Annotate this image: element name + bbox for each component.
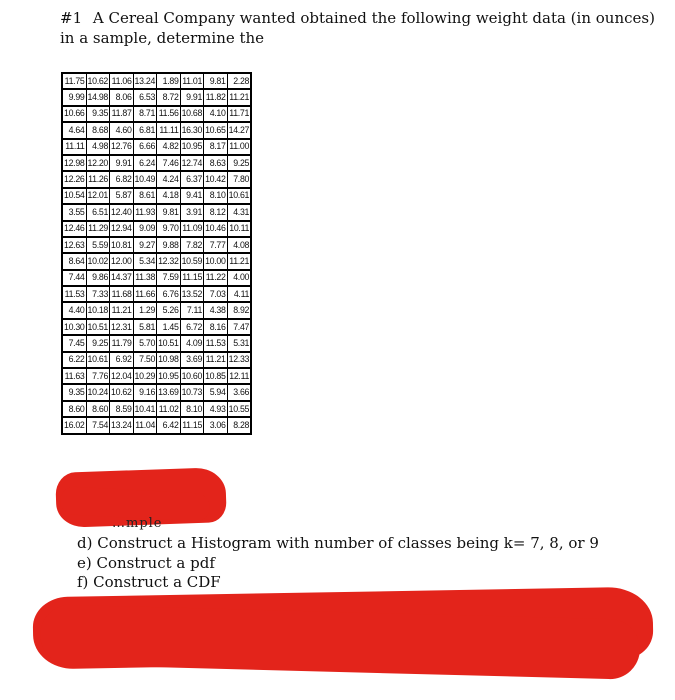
table-row (62, 270, 251, 286)
table-cell: 9.91 (110, 155, 134, 171)
table-cell: 1.29 (133, 302, 157, 318)
table-cell: 3.55 (62, 204, 86, 220)
table-cell: 3.06 (204, 417, 228, 433)
table-cell: 8.60 (62, 401, 86, 417)
table-cell: 10.24 (86, 384, 110, 400)
table-cell: 8.61 (133, 188, 157, 204)
table-cell: 6.22 (62, 352, 86, 368)
table-cell: 11.15 (180, 270, 204, 286)
table-cell: 2.28 (227, 73, 251, 89)
table-cell: 10.41 (133, 401, 157, 417)
table-cell: 9.35 (62, 384, 86, 400)
table-cell: 11.06 (110, 73, 134, 89)
table-row (62, 139, 251, 155)
table-cell: 11.02 (157, 401, 181, 417)
table-cell: 11.56 (157, 106, 181, 122)
table-cell: 12.01 (86, 188, 110, 204)
table-cell: 11.04 (133, 417, 157, 433)
table-cell: 11.53 (62, 286, 86, 302)
table-cell: 4.38 (204, 302, 228, 318)
table-cell: 6.81 (133, 122, 157, 138)
table-cell: 7.44 (62, 270, 86, 286)
table-cell: 10.02 (86, 253, 110, 269)
table-cell: 8.06 (110, 89, 134, 105)
table-cell: 10.61 (227, 188, 251, 204)
table-cell: 5.31 (227, 335, 251, 351)
table-cell: 5.59 (86, 237, 110, 253)
table-row (62, 368, 251, 384)
table-row (62, 335, 251, 351)
table-cell: 10.98 (157, 352, 181, 368)
table-cell: 9.88 (157, 237, 181, 253)
table-cell: 4.60 (110, 122, 134, 138)
table-cell: 10.46 (204, 221, 228, 237)
table-cell: 12.76 (110, 139, 134, 155)
table-cell: 10.68 (180, 106, 204, 122)
table-cell: 6.82 (110, 171, 134, 187)
table-cell: 10.59 (180, 253, 204, 269)
table-cell: 6.66 (133, 139, 157, 155)
table-cell: 11.22 (204, 270, 228, 286)
table-cell: 11.21 (204, 352, 228, 368)
table-cell: 4.64 (62, 122, 86, 138)
table-row (62, 417, 251, 433)
table-row (62, 106, 251, 122)
table-cell: 12.98 (62, 155, 86, 171)
table-cell: 8.10 (204, 188, 228, 204)
table-cell: 8.16 (204, 319, 228, 335)
table-cell: 10.00 (204, 253, 228, 269)
table-cell: 7.03 (204, 286, 228, 302)
table-cell: 9.91 (180, 89, 204, 105)
table-cell: 8.59 (110, 401, 134, 417)
table-cell: 9.16 (133, 384, 157, 400)
table-cell: 8.72 (157, 89, 181, 105)
table-cell: 14.98 (86, 89, 110, 105)
table-cell: 12.20 (86, 155, 110, 171)
table-cell: 7.77 (204, 237, 228, 253)
table-cell: 11.29 (86, 221, 110, 237)
table-cell: 9.70 (157, 221, 181, 237)
table-cell: 4.24 (157, 171, 181, 187)
table-cell: 4.11 (227, 286, 251, 302)
table-cell: 11.11 (62, 139, 86, 155)
table-cell: 12.26 (62, 171, 86, 187)
table-cell: 7.76 (86, 368, 110, 384)
table-cell: 9.81 (157, 204, 181, 220)
table-cell: 10.81 (110, 237, 134, 253)
table-cell: 3.69 (180, 352, 204, 368)
table-cell: 6.72 (180, 319, 204, 335)
table-cell: 6.76 (157, 286, 181, 302)
part-e: e) Construct a pdf (77, 553, 215, 572)
table-cell: 12.33 (227, 352, 251, 368)
table-cell: 6.24 (133, 155, 157, 171)
table-cell: 13.69 (157, 384, 181, 400)
table-row (62, 237, 251, 253)
table-cell: 6.42 (157, 417, 181, 433)
table-cell: 8.17 (204, 139, 228, 155)
table-cell: 8.71 (133, 106, 157, 122)
table-cell: 6.53 (133, 89, 157, 105)
table-cell: 13.24 (133, 73, 157, 89)
table-cell: 11.66 (133, 286, 157, 302)
table-cell: 5.87 (110, 188, 134, 204)
table-cell: 13.52 (180, 286, 204, 302)
table-cell: 14.27 (227, 122, 251, 138)
question-text: A Cereal Company wanted obtained the following weight data (in ounces) in a sample, determine the (60, 9, 655, 47)
table-cell: 11.75 (62, 73, 86, 89)
table-cell: 12.63 (62, 237, 86, 253)
table-cell: 9.27 (133, 237, 157, 253)
table-cell: 5.81 (133, 319, 157, 335)
table-row (62, 319, 251, 335)
table-cell: 11.87 (110, 106, 134, 122)
table-cell: 11.79 (110, 335, 134, 351)
table-cell: 11.71 (227, 106, 251, 122)
table-cell: 12.11 (227, 368, 251, 384)
table-cell: 7.33 (86, 286, 110, 302)
table-cell: 8.10 (180, 401, 204, 417)
table-cell: 4.10 (204, 106, 228, 122)
table-row (62, 89, 251, 105)
table-cell: 10.62 (86, 73, 110, 89)
table-cell: 11.21 (227, 89, 251, 105)
table-cell: 10.54 (62, 188, 86, 204)
table-row (62, 302, 251, 318)
table-row (62, 188, 251, 204)
table-cell: 5.26 (157, 302, 181, 318)
table-cell: 12.00 (110, 253, 134, 269)
question-number: #1 (60, 9, 83, 27)
table-cell: 7.50 (133, 352, 157, 368)
table-cell: 11.82 (204, 89, 228, 105)
table-cell: 8.68 (86, 122, 110, 138)
table-cell: 4.31 (227, 204, 251, 220)
table-cell: 4.93 (204, 401, 228, 417)
table-cell: 9.41 (180, 188, 204, 204)
question-heading (60, 8, 665, 48)
table-cell: 11.21 (227, 253, 251, 269)
table-cell: 9.25 (86, 335, 110, 351)
table-cell: 10.62 (110, 384, 134, 400)
partially-redacted-text: …mple (112, 516, 163, 531)
table-cell: 11.68 (110, 286, 134, 302)
table-cell: 12.46 (62, 221, 86, 237)
table-cell: 7.82 (180, 237, 204, 253)
weight-data-table-body (62, 73, 251, 434)
table-cell: 12.31 (110, 319, 134, 335)
table-cell: 4.09 (180, 335, 204, 351)
table-cell: 10.85 (204, 368, 228, 384)
table-cell: 12.74 (180, 155, 204, 171)
table-cell: 10.65 (204, 122, 228, 138)
table-cell: 11.38 (133, 270, 157, 286)
table-cell: 14.37 (110, 270, 134, 286)
table-cell: 8.60 (86, 401, 110, 417)
table-cell: 7.47 (227, 319, 251, 335)
table-cell: 10.42 (204, 171, 228, 187)
table-row (62, 352, 251, 368)
table-cell: 3.91 (180, 204, 204, 220)
table-row (62, 122, 251, 138)
table-cell: 16.02 (62, 417, 86, 433)
table-cell: 9.99 (62, 89, 86, 105)
table-cell: 7.54 (86, 417, 110, 433)
table-cell: 9.09 (133, 221, 157, 237)
table-cell: 3.66 (227, 384, 251, 400)
table-row (62, 73, 251, 89)
table-cell: 8.28 (227, 417, 251, 433)
table-cell: 5.94 (204, 384, 228, 400)
table-cell: 11.01 (180, 73, 204, 89)
table-cell: 10.61 (86, 352, 110, 368)
table-cell: 4.98 (86, 139, 110, 155)
table-cell: 10.29 (133, 368, 157, 384)
table-cell: 10.18 (86, 302, 110, 318)
table-cell: 4.82 (157, 139, 181, 155)
table-cell: 4.18 (157, 188, 181, 204)
table-cell: 4.08 (227, 237, 251, 253)
table-cell: 10.95 (180, 139, 204, 155)
table-cell: 7.45 (62, 335, 86, 351)
table-cell: 1.45 (157, 319, 181, 335)
question-parts (77, 534, 599, 593)
table-cell: 12.40 (110, 204, 134, 220)
table-cell: 10.66 (62, 106, 86, 122)
table-cell: 8.63 (204, 155, 228, 171)
table-row (62, 171, 251, 187)
table-cell: 6.92 (110, 352, 134, 368)
table-cell: 6.37 (180, 171, 204, 187)
table-cell: 10.11 (227, 221, 251, 237)
table-cell: 8.12 (204, 204, 228, 220)
table-cell: 11.53 (204, 335, 228, 351)
table-cell: 5.70 (133, 335, 157, 351)
table-cell: 4.40 (62, 302, 86, 318)
table-cell: 8.92 (227, 302, 251, 318)
table-row (62, 253, 251, 269)
table-cell: 11.09 (180, 221, 204, 237)
table-cell: 4.00 (227, 270, 251, 286)
table-cell: 7.46 (157, 155, 181, 171)
table-cell: 11.15 (180, 417, 204, 433)
table-cell: 13.24 (110, 417, 134, 433)
table-cell: 11.93 (133, 204, 157, 220)
table-cell: 9.25 (227, 155, 251, 171)
table-cell: 6.51 (86, 204, 110, 220)
table-cell: 12.32 (157, 253, 181, 269)
table-cell: 7.11 (180, 302, 204, 318)
table-cell: 12.94 (110, 221, 134, 237)
table-cell: 10.95 (157, 368, 181, 384)
table-cell: 10.49 (133, 171, 157, 187)
table-cell: 11.11 (157, 122, 181, 138)
table-cell: 9.35 (86, 106, 110, 122)
table-cell: 7.59 (157, 270, 181, 286)
table-cell: 8.64 (62, 253, 86, 269)
table-cell: 10.30 (62, 319, 86, 335)
table-row (62, 401, 251, 417)
weight-data-table (61, 72, 252, 435)
table-cell: 10.51 (86, 319, 110, 335)
table-cell: 10.60 (180, 368, 204, 384)
table-cell: 7.80 (227, 171, 251, 187)
part-d: d) Construct a Histogram with number of classes being k= 7, 8, or 9 (77, 534, 599, 552)
table-cell: 11.00 (227, 139, 251, 155)
table-cell: 11.63 (62, 368, 86, 384)
table-row (62, 204, 251, 220)
table-cell: 1.89 (157, 73, 181, 89)
table-row (62, 221, 251, 237)
table-cell: 16.30 (180, 122, 204, 138)
table-cell: 11.21 (110, 302, 134, 318)
part-f: f) Construct a CDF (77, 573, 221, 591)
table-cell: 9.86 (86, 270, 110, 286)
table-cell: 9.81 (204, 73, 228, 89)
table-cell: 10.73 (180, 384, 204, 400)
table-row (62, 155, 251, 171)
table-cell: 12.04 (110, 368, 134, 384)
table-cell: 11.26 (86, 171, 110, 187)
table-row (62, 384, 251, 400)
table-row (62, 286, 251, 302)
table-cell: 10.55 (227, 401, 251, 417)
table-cell: 5.34 (133, 253, 157, 269)
table-cell: 10.51 (157, 335, 181, 351)
